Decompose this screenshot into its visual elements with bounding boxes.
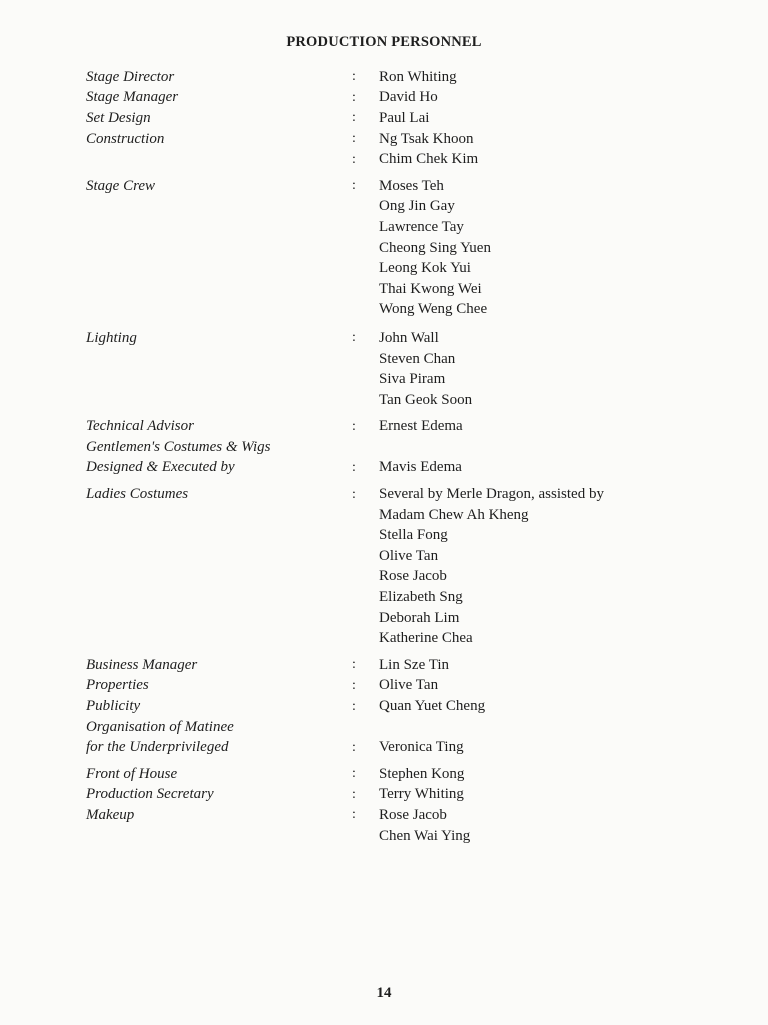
credit-line bbox=[86, 505, 706, 526]
separator-colon: : bbox=[352, 786, 356, 802]
separator-colon: : bbox=[352, 330, 356, 346]
credit-line bbox=[86, 176, 706, 197]
person-name: Tan Geok Soon bbox=[379, 391, 473, 408]
person-name: Ernest Edema bbox=[379, 418, 463, 435]
credit-line bbox=[86, 737, 706, 758]
credit-group bbox=[86, 67, 706, 170]
separator-colon: : bbox=[352, 459, 356, 475]
credit-line bbox=[86, 129, 706, 150]
person-name: John Wall bbox=[379, 329, 439, 346]
person-name: Steven Chan bbox=[379, 350, 456, 367]
separator-colon: : bbox=[352, 151, 356, 167]
credit-line bbox=[86, 676, 706, 697]
role-label: Designed & Executed by bbox=[86, 459, 235, 476]
role-label: Makeup bbox=[86, 806, 135, 823]
person-name: Chim Chek Kim bbox=[379, 151, 479, 168]
role-label: Properties bbox=[86, 677, 149, 694]
person-name: Stephen Kong bbox=[379, 765, 465, 782]
role-label: Stage Crew bbox=[86, 177, 156, 194]
separator-colon: : bbox=[352, 739, 356, 755]
role-label: Ladies Costumes bbox=[86, 486, 189, 503]
credit-group bbox=[86, 484, 706, 649]
person-name: Paul Lai bbox=[379, 109, 430, 126]
credit-line bbox=[86, 279, 706, 300]
person-name: Olive Tan bbox=[379, 677, 439, 694]
credit-line bbox=[86, 197, 706, 218]
credit-group bbox=[86, 417, 706, 479]
person-name: Quan Yuet Cheng bbox=[379, 698, 486, 715]
credit-line bbox=[86, 88, 706, 109]
person-name: Deborah Lim bbox=[379, 609, 460, 626]
role-label: Gentlemen's Costumes & Wigs bbox=[86, 438, 271, 455]
person-name: Rose Jacob bbox=[379, 568, 447, 585]
person-name: Several by Merle Dragon, assisted by bbox=[379, 486, 604, 503]
person-name: Moses Teh bbox=[379, 177, 444, 194]
separator-colon: : bbox=[352, 418, 356, 434]
role-label: Construction bbox=[86, 130, 165, 147]
person-name: Madam Chew Ah Kheng bbox=[379, 506, 529, 523]
credit-line bbox=[86, 300, 706, 321]
credit-line bbox=[86, 696, 706, 717]
page-title: PRODUCTION PERSONNEL bbox=[286, 34, 482, 50]
role-label: Technical Advisor bbox=[86, 418, 194, 435]
credit-line bbox=[86, 717, 706, 738]
credit-line bbox=[86, 608, 706, 629]
person-name: David Ho bbox=[379, 89, 438, 106]
credit-group bbox=[86, 655, 706, 758]
credit-line bbox=[86, 826, 706, 847]
separator-colon: : bbox=[352, 766, 356, 782]
credit-line bbox=[86, 546, 706, 567]
person-name: Rose Jacob bbox=[379, 806, 447, 823]
person-name: Elizabeth Sng bbox=[379, 589, 463, 606]
page-number: 14 bbox=[376, 985, 392, 1001]
credit-line bbox=[86, 328, 706, 349]
separator-colon: : bbox=[352, 807, 356, 823]
credit-line bbox=[86, 369, 706, 390]
role-label: Organisation of Matinee bbox=[86, 718, 234, 735]
credit-line bbox=[86, 390, 706, 411]
credit-line bbox=[86, 437, 706, 458]
credit-line bbox=[86, 149, 706, 170]
role-label: Stage Director bbox=[86, 68, 175, 85]
role-label: for the Underprivileged bbox=[86, 739, 229, 756]
separator-colon: : bbox=[352, 89, 356, 105]
separator-colon: : bbox=[352, 131, 356, 147]
credit-line bbox=[86, 655, 706, 676]
person-name: Stella Fong bbox=[379, 527, 448, 544]
credit-line bbox=[86, 628, 706, 649]
separator-colon: : bbox=[352, 677, 356, 693]
person-name: Thai Kwong Wei bbox=[379, 280, 482, 297]
credit-line bbox=[86, 349, 706, 370]
person-name: Olive Tan bbox=[379, 547, 439, 564]
credit-line bbox=[86, 217, 706, 238]
credits-list bbox=[86, 67, 706, 846]
person-name: Ron Whiting bbox=[379, 68, 457, 85]
role-label: Lighting bbox=[86, 329, 137, 346]
person-name: Cheong Sing Yuen bbox=[379, 239, 491, 256]
credit-group bbox=[86, 328, 706, 410]
role-label: Business Manager bbox=[86, 656, 198, 673]
credit-line bbox=[86, 525, 706, 546]
role-label: Publicity bbox=[86, 698, 141, 715]
credit-line bbox=[86, 764, 706, 785]
credit-line bbox=[86, 108, 706, 129]
role-label: Production Secretary bbox=[86, 786, 214, 803]
credit-line bbox=[86, 238, 706, 259]
separator-colon: : bbox=[352, 698, 356, 714]
person-name: Veronica Ting bbox=[379, 739, 464, 756]
credit-line bbox=[86, 484, 706, 505]
person-name: Siva Piram bbox=[379, 371, 446, 388]
person-name: Chen Wai Ying bbox=[379, 827, 471, 844]
person-name: Mavis Edema bbox=[379, 459, 462, 476]
person-name: Wong Weng Chee bbox=[379, 301, 488, 318]
person-name: Leong Kok Yui bbox=[379, 260, 471, 277]
credit-group bbox=[86, 176, 706, 320]
credit-line bbox=[86, 417, 706, 438]
credit-line bbox=[86, 458, 706, 479]
separator-colon: : bbox=[352, 657, 356, 673]
separator-colon: : bbox=[352, 69, 356, 85]
credit-group bbox=[86, 764, 706, 846]
person-name: Lin Sze Tin bbox=[379, 656, 450, 673]
role-label: Front of House bbox=[86, 765, 178, 782]
credit-line bbox=[86, 587, 706, 608]
credit-line bbox=[86, 67, 706, 88]
person-name: Ng Tsak Khoon bbox=[379, 130, 474, 147]
credit-line bbox=[86, 258, 706, 279]
separator-colon: : bbox=[352, 110, 356, 126]
person-name: Ong Jin Gay bbox=[379, 198, 455, 215]
separator-colon: : bbox=[352, 178, 356, 194]
person-name: Terry Whiting bbox=[379, 786, 464, 803]
separator-colon: : bbox=[352, 486, 356, 502]
role-label: Stage Manager bbox=[86, 89, 179, 106]
person-name: Katherine Chea bbox=[379, 630, 473, 647]
credit-line bbox=[86, 567, 706, 588]
credit-line bbox=[86, 805, 706, 826]
role-label: Set Design bbox=[86, 109, 151, 126]
person-name: Lawrence Tay bbox=[379, 218, 464, 235]
credit-line bbox=[86, 785, 706, 806]
